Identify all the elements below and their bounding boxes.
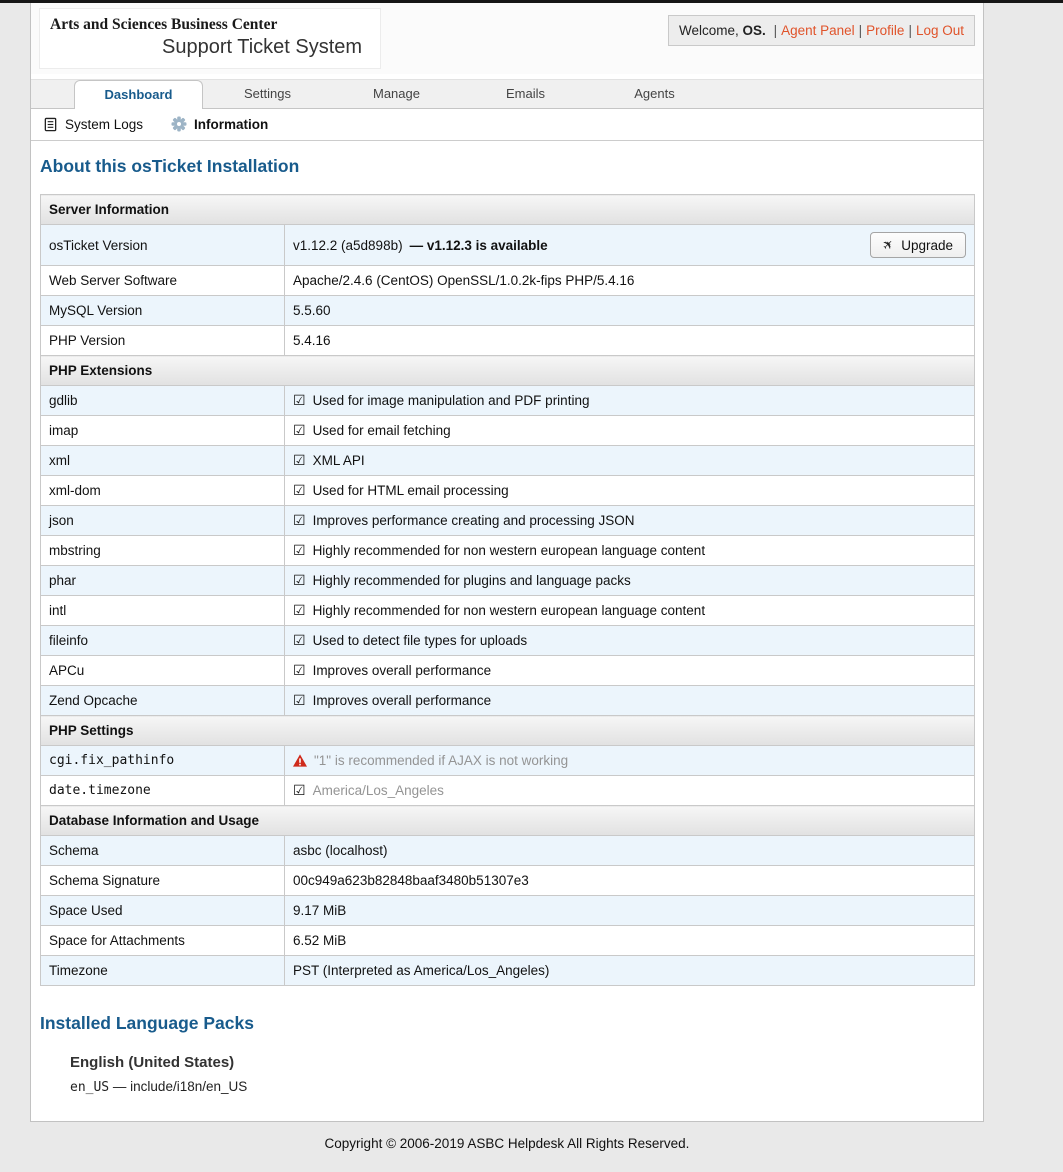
separator: | (773, 23, 778, 38)
table-row (41, 656, 975, 686)
app-name: Support Ticket System (162, 36, 363, 58)
row-value (285, 386, 975, 416)
section-header-row (41, 716, 975, 746)
table-row (41, 536, 975, 566)
check-icon: ☑ (293, 662, 306, 679)
row-value-content (293, 843, 966, 858)
row-label: fileinfo (41, 626, 285, 656)
row-value-content (293, 333, 966, 348)
check-icon: ☑ (293, 632, 306, 649)
row-value (285, 566, 975, 596)
row-label: Schema (41, 836, 285, 866)
row-value-text: XML API (312, 453, 365, 468)
dash: — (112, 1079, 127, 1094)
table-row (41, 266, 975, 296)
row-value-content (293, 303, 966, 318)
main-container (30, 3, 984, 1122)
row-value (285, 836, 975, 866)
footer-copyright: Copyright © 2006-2019 ASBC Helpdesk All Rights Reserved. (324, 1136, 690, 1151)
row-label: gdlib (41, 386, 285, 416)
subnav-item-label: Information (194, 116, 269, 132)
separator: | (858, 23, 863, 38)
table-row (41, 566, 975, 596)
row-value-content (293, 513, 966, 528)
table-row (41, 446, 975, 476)
page-content (31, 156, 983, 1121)
row-value-text: Used for email fetching (312, 423, 451, 438)
tab-dashboard[interactable]: Dashboard (74, 80, 203, 109)
row-label: Space Used (41, 896, 285, 926)
system-information-table (40, 194, 975, 986)
tab-emails[interactable]: Emails (505, 86, 545, 101)
row-value-text: 5.4.16 (293, 333, 331, 348)
row-value-text: 6.52 MiB (293, 933, 347, 948)
warning-icon (293, 754, 307, 767)
table-row (41, 896, 975, 926)
row-label: osTicket Version (41, 225, 285, 266)
separator: | (908, 23, 912, 38)
tab-manage[interactable]: Manage (373, 86, 420, 101)
row-label: APCu (41, 656, 285, 686)
check-icon: ☑ (293, 782, 306, 799)
row-label: Schema Signature (41, 866, 285, 896)
tab-settings[interactable]: Settings (244, 86, 291, 101)
row-label: Timezone (41, 956, 285, 986)
section-title: PHP Extensions (41, 356, 975, 386)
row-value (285, 896, 975, 926)
row-value (285, 416, 975, 446)
row-value-text: Highly recommended for plugins and language packs (312, 573, 631, 588)
gear-icon (171, 116, 187, 132)
row-value (285, 866, 975, 896)
row-value-content (293, 423, 966, 438)
row-value (285, 626, 975, 656)
check-icon: ☑ (293, 542, 306, 559)
section-title: PHP Settings (41, 716, 975, 746)
table-row (41, 296, 975, 326)
welcome-bar (668, 15, 975, 46)
row-value-content (293, 693, 966, 708)
row-value (285, 506, 975, 536)
row-value (285, 956, 975, 986)
row-value (285, 296, 975, 326)
row-value (285, 225, 975, 266)
header-link-log-out[interactable]: Log Out (915, 23, 964, 38)
section-title: Server Information (41, 195, 975, 225)
row-value-text: 9.17 MiB (293, 903, 347, 918)
row-value (285, 326, 975, 356)
row-value-text: Improves overall performance (312, 663, 492, 678)
row-value-content (293, 483, 966, 498)
row-label: xml-dom (41, 476, 285, 506)
sub-navigation (31, 109, 983, 141)
table-row (41, 866, 975, 896)
row-label: xml (41, 446, 285, 476)
row-value-content (293, 543, 966, 558)
table-row (41, 326, 975, 356)
row-value-text: America/Los_Angeles (312, 783, 444, 798)
row-value-content (293, 753, 966, 768)
row-label: mbstring (41, 536, 285, 566)
check-icon: ☑ (293, 422, 306, 439)
row-value-text: Used for image manipulation and PDF printing (312, 393, 590, 408)
table-row (41, 225, 975, 266)
section-title: Database Information and Usage (41, 806, 975, 836)
table-row (41, 416, 975, 446)
header-link-agent-panel[interactable]: Agent Panel (781, 23, 855, 38)
row-label: PHP Version (41, 326, 285, 356)
row-value (285, 746, 975, 776)
button-label: Upgrade (901, 237, 953, 253)
organization-name: Arts and Sciences Business Center (50, 16, 278, 33)
language-code: en_US (70, 1080, 110, 1095)
section-header-row (41, 806, 975, 836)
row-label: MySQL Version (41, 296, 285, 326)
tab-agents[interactable]: Agents (634, 86, 675, 101)
check-icon: ☑ (293, 482, 306, 499)
section-header-row (41, 356, 975, 386)
table-row (41, 476, 975, 506)
language-pack-path (70, 1079, 974, 1095)
upgrade-button[interactable] (870, 232, 966, 258)
row-value (285, 536, 975, 566)
tab-bar (31, 79, 983, 109)
table-row (41, 506, 975, 536)
row-value (285, 686, 975, 716)
row-value-content (293, 933, 966, 948)
welcome-text: Welcome, (679, 23, 739, 38)
subnav-item-system-logs[interactable] (43, 117, 143, 132)
row-value-highlight: — v1.12.3 is available (409, 237, 548, 253)
row-value-content (293, 903, 966, 918)
row-value-content (293, 232, 966, 258)
table-row (41, 386, 975, 416)
language-pack-name: English (United States) (70, 1054, 235, 1071)
subnav-item-label: System Logs (65, 116, 144, 132)
row-value-text: v1.12.2 (a5d898b) (293, 237, 403, 253)
row-value (285, 656, 975, 686)
row-value-text: Highly recommended for non western european language content (312, 603, 706, 618)
row-value-text: Highly recommended for non western european language content (312, 543, 706, 558)
logo-link[interactable] (39, 8, 381, 69)
check-icon: ☑ (293, 392, 306, 409)
row-value-text: Used for HTML email processing (312, 483, 509, 498)
check-icon: ☑ (293, 602, 306, 619)
row-label: Web Server Software (41, 266, 285, 296)
check-icon: ☑ (293, 452, 306, 469)
row-value (285, 926, 975, 956)
row-value-content (293, 603, 966, 618)
subnav-item-information[interactable] (171, 116, 268, 132)
row-value-content (293, 873, 966, 888)
row-label: json (41, 506, 285, 536)
table-row (41, 926, 975, 956)
row-value (285, 596, 975, 626)
row-value-content (293, 663, 966, 678)
check-icon: ☑ (293, 512, 306, 529)
row-value-text: Apache/2.4.6 (CentOS) OpenSSL/1.0.2k-fips PHP/5.4.16 (293, 273, 635, 288)
table-row (41, 836, 975, 866)
row-label: imap (41, 416, 285, 446)
row-value-text: Improves performance creating and processing JSON (312, 513, 635, 528)
section-header-row (41, 195, 975, 225)
page-header (31, 3, 983, 74)
table-row (41, 596, 975, 626)
table-row (41, 746, 975, 776)
row-value-text: Used to detect file types for uploads (312, 633, 528, 648)
row-value (285, 776, 975, 806)
username: OS. (742, 23, 766, 38)
row-value-content (293, 393, 966, 408)
row-label: intl (41, 596, 285, 626)
table-row (41, 686, 975, 716)
table-row (41, 956, 975, 986)
header-link-profile[interactable]: Profile (866, 23, 905, 38)
row-value-content (293, 633, 966, 648)
row-value (285, 476, 975, 506)
row-label: date.timezone (41, 776, 285, 806)
row-label: phar (41, 566, 285, 596)
row-value-text: asbc (localhost) (293, 843, 388, 858)
row-label: Space for Attachments (41, 926, 285, 956)
row-value-content (293, 783, 966, 798)
row-label: Zend Opcache (41, 686, 285, 716)
row-value (285, 446, 975, 476)
log-icon (43, 117, 58, 132)
row-value-content (293, 573, 966, 588)
check-icon: ☑ (293, 572, 306, 589)
language-pack-item (70, 1054, 974, 1095)
table-row (41, 776, 975, 806)
row-value (285, 266, 975, 296)
row-value-content (293, 453, 966, 468)
row-label: cgi.fix_pathinfo (41, 746, 285, 776)
rocket-icon: ✈ (879, 235, 898, 254)
row-value-text: PST (Interpreted as America/Los_Angeles) (293, 963, 550, 978)
row-value-text: 00c949a623b82848baaf3480b51307e3 (293, 873, 529, 888)
language-packs-title: Installed Language Packs (40, 1013, 254, 1033)
row-value-text: Improves overall performance (312, 693, 492, 708)
row-value-content (293, 273, 966, 288)
language-path: include/i18n/en_US (130, 1079, 248, 1094)
row-value-text: 5.5.60 (293, 303, 331, 318)
table-row (41, 626, 975, 656)
row-value-text: "1" is recommended if AJAX is not working (314, 753, 569, 768)
row-value-content (293, 963, 966, 978)
check-icon: ☑ (293, 692, 306, 709)
page-title: About this osTicket Installation (40, 156, 300, 176)
